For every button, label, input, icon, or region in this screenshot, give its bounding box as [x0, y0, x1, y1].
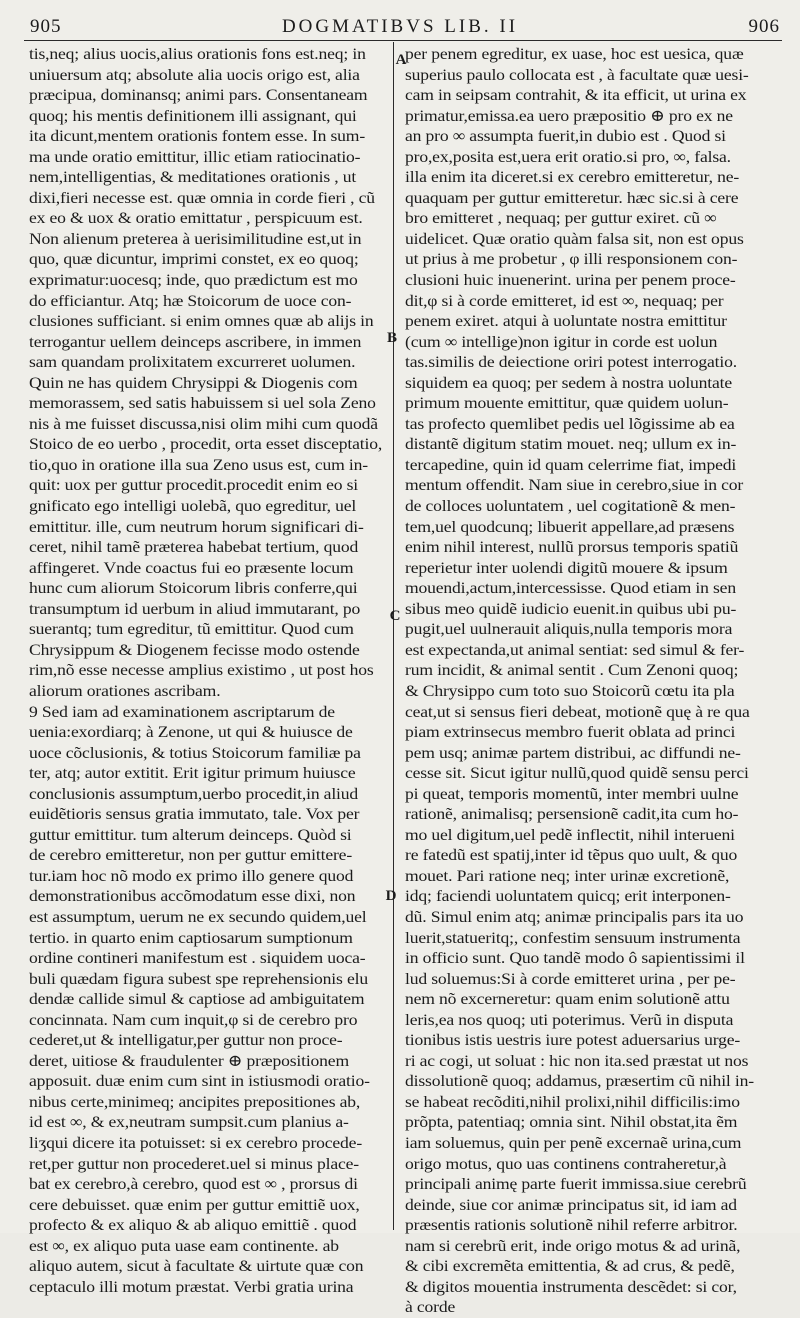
text-line: ut prius à me probetur , φ illi responsionem con- — [405, 249, 738, 269]
text-line: clusioni huic inuenerint. urina per penem proce- — [405, 270, 736, 290]
text-line: penem exiret. atqui à uoluntate nostra emittitur — [405, 311, 727, 331]
text-line: à corde — [405, 1297, 456, 1317]
text-line: dendæ callide simul & captiose ad ambiguitatem — [29, 989, 365, 1009]
right-text-column — [405, 44, 773, 1318]
text-line: dit,φ si à corde emitteret, id est ∞, nequaq; per — [405, 290, 724, 310]
text-line: quo, quæ dicuntur, imprimi constet, ex eo quoq; — [29, 249, 359, 269]
page-number-right: 906 — [748, 16, 780, 37]
text-line: reperietur inter uolendi digitũ mouere & ipsum — [405, 557, 728, 577]
margin-marker-c: C — [389, 608, 401, 624]
text-line: est assumptum, uerum ne ex secundo quidem,uel — [29, 906, 367, 926]
text-line: tertio. in quarto enim captiosarum sumptionum — [29, 927, 353, 947]
text-line: ter, atq; autor extitit. Erit igitur primum huiusce — [29, 763, 356, 783]
text-line: bro emitteret , nequaq; per guttur exiret. cũ ∞ — [405, 208, 717, 228]
text-line: rum incidit, & animal sentit . Cum Zenoni quoq; — [405, 660, 739, 680]
text-line: Quin ne has quidem Chrysippi & Diogenis com — [29, 372, 358, 392]
text-line: pro,ex,posita est,uera erit oratio.si pro, ∞, falsa. — [405, 146, 731, 166]
text-line: suerantq; tum egreditur, tũ emittitur. Quod cum — [29, 619, 354, 639]
text-line: ri ac cogi, ut soluat : hic non ita.sed præstat ut nos — [405, 1050, 749, 1070]
text-line: quoq; his mentis definitionem illi assignant, qui — [29, 105, 357, 125]
text-line: illa enim ita diceret.si ex cerebro emitteretur, ne- — [405, 167, 740, 187]
text-line: cesse sit. Sicut igitur nullũ,quod quidẽ sensu perci — [405, 763, 749, 783]
text-line: exprimatur:uocesq; inde, quo prædictum est mo — [29, 270, 358, 290]
text-line: transumptum id uerbum in aliud immutarant, po — [29, 598, 361, 618]
page-header — [0, 14, 800, 40]
text-line: enim nihil interest, nullũ prorsus temporis spatiũ — [405, 537, 739, 557]
text-line: rim,nõ esse necesse amplius existimo , ut post hos — [29, 660, 374, 680]
text-line: aliquo autem, sicut à facultate & uirtute quæ con — [29, 1256, 364, 1276]
header-rule — [24, 40, 782, 41]
text-line: tem,uel quodcunq; libuerit appellare,ad præsens — [405, 516, 735, 536]
text-line: tas.similis de deiectione oriri potest interrogatio. — [405, 352, 737, 372]
text-line: mouendi,actum,intercessisse. Quod etiam in sen — [405, 578, 736, 598]
text-line: primum mouente emittitur, quæ quidem uolun- — [405, 393, 729, 413]
text-line: Non alienum preterea à uerisimilitudine est,ut in — [29, 228, 362, 248]
text-line: sibus meo quidẽ iudicio euenit.in quibus ubi pu- — [405, 598, 737, 618]
text-line: tio,quo in oratione illa sua Zeno usus est, cum in- — [29, 454, 368, 474]
text-line: piam extrinsecus membro fuerit oblata ad princi — [405, 722, 736, 742]
text-line: pi queat, temporis momentũ, inter membri uulne — [405, 783, 739, 803]
margin-marker-a: A — [395, 52, 407, 68]
text-line: nem,intelligentias, & meditationes orationis , ut — [29, 167, 357, 187]
text-line: primatur,emissa.ea uero præpositio ⊕ pro ex ne — [405, 105, 733, 125]
text-line: nibus certe,minimeq; ancipites prepositiones ab, — [29, 1091, 361, 1111]
text-line: conclusionis assumptum,uerbo procedit,in aliud — [29, 783, 359, 803]
text-line: mo uel digitum,uel pedẽ inflectit, nihil interueni — [405, 824, 735, 844]
column-divider — [393, 42, 394, 1230]
text-line: ordine contineri manifestum est . siquidem uoca- — [29, 948, 366, 968]
text-line: buli quædam figura subest spe reprehensionis elu — [29, 968, 368, 988]
text-line: ret,per guttur non procederet.uel si minus place- — [29, 1153, 359, 1173]
text-line: pugit,uel uulnerauit aliquis,nulla temporis mora — [405, 619, 733, 639]
text-line: dissolutionẽ quoq; addamus, præsertim cũ nihil in- — [405, 1071, 754, 1091]
text-line: tionibus istis uestris iure potest aduersarius urge- — [405, 1030, 741, 1050]
text-line: ceptaculo illi motum præstat. Verbi gratia urina — [29, 1276, 354, 1296]
text-line: ceat,ut si sensus fieri debeat, motionẽ quę à re qua — [405, 701, 750, 721]
text-line: mouet. Pari ratione neq; inter urinæ excretionẽ, — [405, 865, 730, 885]
text-line: ex eo & uox & oratio emittatur , perspicuum est. — [29, 208, 363, 228]
text-line: hunc cum aliorum Stoicorum libris conferre,qui — [29, 578, 358, 598]
left-text-column — [29, 44, 385, 1297]
text-line: aliorum orationes ascribam. — [29, 680, 221, 700]
page-number-left: 905 — [30, 16, 62, 37]
text-line: ma unde oratio emittitur, illic etiam ratiocinatio- — [29, 146, 361, 166]
text-line: prõpta, patentiaq; omnia sint. Nihil obstat,ita ẽm — [405, 1112, 738, 1132]
text-line: iam soluemus, quin per penẽ excernaẽ urina,cum — [405, 1132, 742, 1152]
text-line: principali animę parte fuerit immissa.siue cerebrũ — [405, 1174, 747, 1194]
running-head: DOGMATIBVS LIB. II — [281, 16, 519, 37]
text-line: tas profecto quemlibet pedis uel lõgissime ab ea — [405, 413, 735, 433]
text-line: nis à me fuisset discussa,nisi olim mihi cum quodã — [29, 413, 378, 433]
text-line: quaquam per guttur emitteretur. hæc sic.si à cere — [405, 187, 739, 207]
text-line: origo motus, quo uas continens contraheretur,à — [405, 1153, 727, 1173]
text-line: nem nõ excerneretur: quam enim solutionẽ attu — [405, 989, 730, 1009]
text-line: per penem egreditur, ex uase, hoc est uesica, quæ — [405, 44, 744, 63]
text-line: mentum offendit. Nam siue in cerebro,siue in cor — [405, 475, 744, 495]
text-line: deret, uitiose & fraudulenter ⊕ præpositionem — [29, 1050, 349, 1070]
text-line: dũ. Simul enim atq; animæ principalis pars ita uo — [405, 906, 744, 926]
text-line: uidelicet. Quæ oratio quàm falsa sit, non est opus — [405, 228, 744, 248]
text-line: uenia:exordiarq; à Zenone, ut qui & huiusce de — [29, 722, 353, 742]
text-line: tercapedine, quin id quam celerrime fiat, impedi — [405, 454, 737, 474]
text-line: & cibi excremẽta emittentia, & ad crus, & pedẽ, — [405, 1256, 735, 1276]
text-line: re fatedũ est spatij,inter id tẽpus quo uult, & quo — [405, 845, 738, 865]
text-line: est ∞, ex aliquo puta uase eam continente. ab — [29, 1235, 339, 1255]
text-line: memorassem, sed satis habuissem si uel sola Zeno — [29, 393, 376, 413]
text-line: deinde, siue cor animæ principatus sit, id iam ad — [405, 1194, 737, 1214]
text-line: apposuit. duæ enim cum sint in istiusmodi oratio- — [29, 1071, 370, 1091]
text-line: & digitos mouentia instrumenta descẽdet: si cor, — [405, 1276, 737, 1296]
text-line: est expectanda,ut animal sentiat: sed simul & fer- — [405, 639, 745, 659]
text-line: cam in seipsam contrahit, & ita efficit, ut urina ex — [405, 85, 747, 105]
margin-marker-d: D — [385, 888, 397, 904]
text-line: lud soluemus:Si à corde emitteret urina , per pe- — [405, 968, 736, 988]
text-line: do efficiantur. Atq; hæ Stoicorum de uoce con- — [29, 290, 352, 310]
text-line: 9 Sed iam ad examinationem ascriptarum de — [29, 701, 335, 721]
text-line: uoce cõclusionis, & totius Stoicorum familiæ pa — [29, 742, 361, 762]
text-line: leris,ea nos quoq; uti poterimus. Verũ in disputa — [405, 1009, 734, 1029]
text-line: emittitur. ille, cum neutrum horum significari di- — [29, 516, 364, 536]
text-line: distantẽ digitum statim mouet. neq; ullum ex in- — [405, 434, 737, 454]
text-line: de colloces uoluntatem , uel cogitationẽ & men- — [405, 496, 736, 516]
text-line: præsentis rationis solutionẽ nihil referre arbitror. — [405, 1215, 738, 1235]
text-line: concinnata. Nam cum inquit,φ si de cerebro pro — [29, 1009, 358, 1029]
text-line: idq; faciendi uoluntatem quicq; erit interponen- — [405, 886, 731, 906]
text-line: nam si cerebrũ erit, inde origo motus & ad urinã, — [405, 1235, 741, 1255]
text-line: ita dicunt,mentem orationis fontem esse. In sum- — [29, 126, 366, 146]
text-line: demonstrationibus accõmodatum esse dixi, non — [29, 886, 356, 906]
text-line: luerit,statueritq;, confestim sensuum instrumenta — [405, 927, 741, 947]
text-line: dixi,fieri necesse est. quæ omnia in corde fieri , cũ — [29, 187, 375, 207]
text-line: terrogantur uellem deinceps ascribere, in immen — [29, 331, 362, 351]
text-line: id est ∞, & ex,neutram sumpsit.cum planius a- — [29, 1112, 349, 1132]
text-line: & Chrysippo cum toto suo Stoicorũ cœtu ita pla — [405, 680, 735, 700]
text-line: sam quandam prolixitatem excurreret uolumen. — [29, 352, 356, 372]
text-line: affingeret. Vnde coactus fui eo præsente locum — [29, 557, 354, 577]
text-line: cederet,ut & intelligatur,per guttur non proce- — [29, 1030, 343, 1050]
text-line: siquidem ea quoq; per sedem à nostra uoluntate — [405, 372, 733, 392]
text-line: liʒqui dicere ita potuisset: si ex cerebro procede- — [29, 1132, 363, 1152]
margin-marker-b: B — [386, 330, 397, 346]
text-line: cere debuisset. quæ enim per guttur emittiẽ uox, — [29, 1194, 360, 1214]
text-line: guttur emittitur. tum alterum deinceps. Quòd si — [29, 824, 352, 844]
text-line: euidẽtioris sensus gratia immutato, tale. Vox per — [29, 804, 360, 824]
text-line: ceret, nihil tamẽ præterea habebat tertium, quod — [29, 537, 359, 557]
text-line: bat ex cerebro,à cerebro, quod est ∞ , prorsus di — [29, 1174, 358, 1194]
text-line: rationẽ, animalisq; persensionẽ cadit,ita cum ho- — [405, 804, 739, 824]
text-line: in officio sunt. Quo tandẽ modo ô sapientissimi il — [405, 948, 745, 968]
text-line: an pro ∞ assumpta fuerit,in dubio est . Quod si — [405, 126, 726, 146]
text-line: Stoico de eo uerbo , procedit, orta esset disceptatio, — [29, 434, 383, 454]
text-line: Chrysippum & Diogenem fecisse modo ostende — [29, 639, 360, 659]
text-line: uniuersum atq; absolute alia uocis origo est, alia — [29, 64, 360, 84]
text-line: tur.iam hoc nõ modo ex primo illo genere quod — [29, 865, 354, 885]
text-line: profecto & ex aliquo & ab aliquo emittiẽ . quod — [29, 1215, 357, 1235]
text-line: tis,neq; alius uocis,alius orationis fons est.neq; in — [29, 44, 366, 63]
text-line: quit: uox per guttur procedit.procedit enim eo si — [29, 475, 359, 495]
text-line: de cerebro emitteretur, non per guttur emittere- — [29, 845, 353, 865]
text-line: clusiones sufficiant. si enim omnes quæ ab alijs in — [29, 311, 374, 331]
text-line: (cum ∞ intellige)non igitur in corde est uolun — [405, 331, 718, 351]
text-line: præcipua, dominansq; animi pars. Consentaneam — [29, 85, 368, 105]
text-line: gnificato ego intelligi uolebã, quo egreditur, uel — [29, 496, 357, 516]
text-line: pem usq; animæ partem distribui, ac diffundi ne- — [405, 742, 741, 762]
text-line: se habeat recõditi,nihil prolixi,nihil difficilis:imo — [405, 1091, 740, 1111]
text-line: superius paulo collocata est , à facultate quæ uesi- — [405, 64, 749, 84]
